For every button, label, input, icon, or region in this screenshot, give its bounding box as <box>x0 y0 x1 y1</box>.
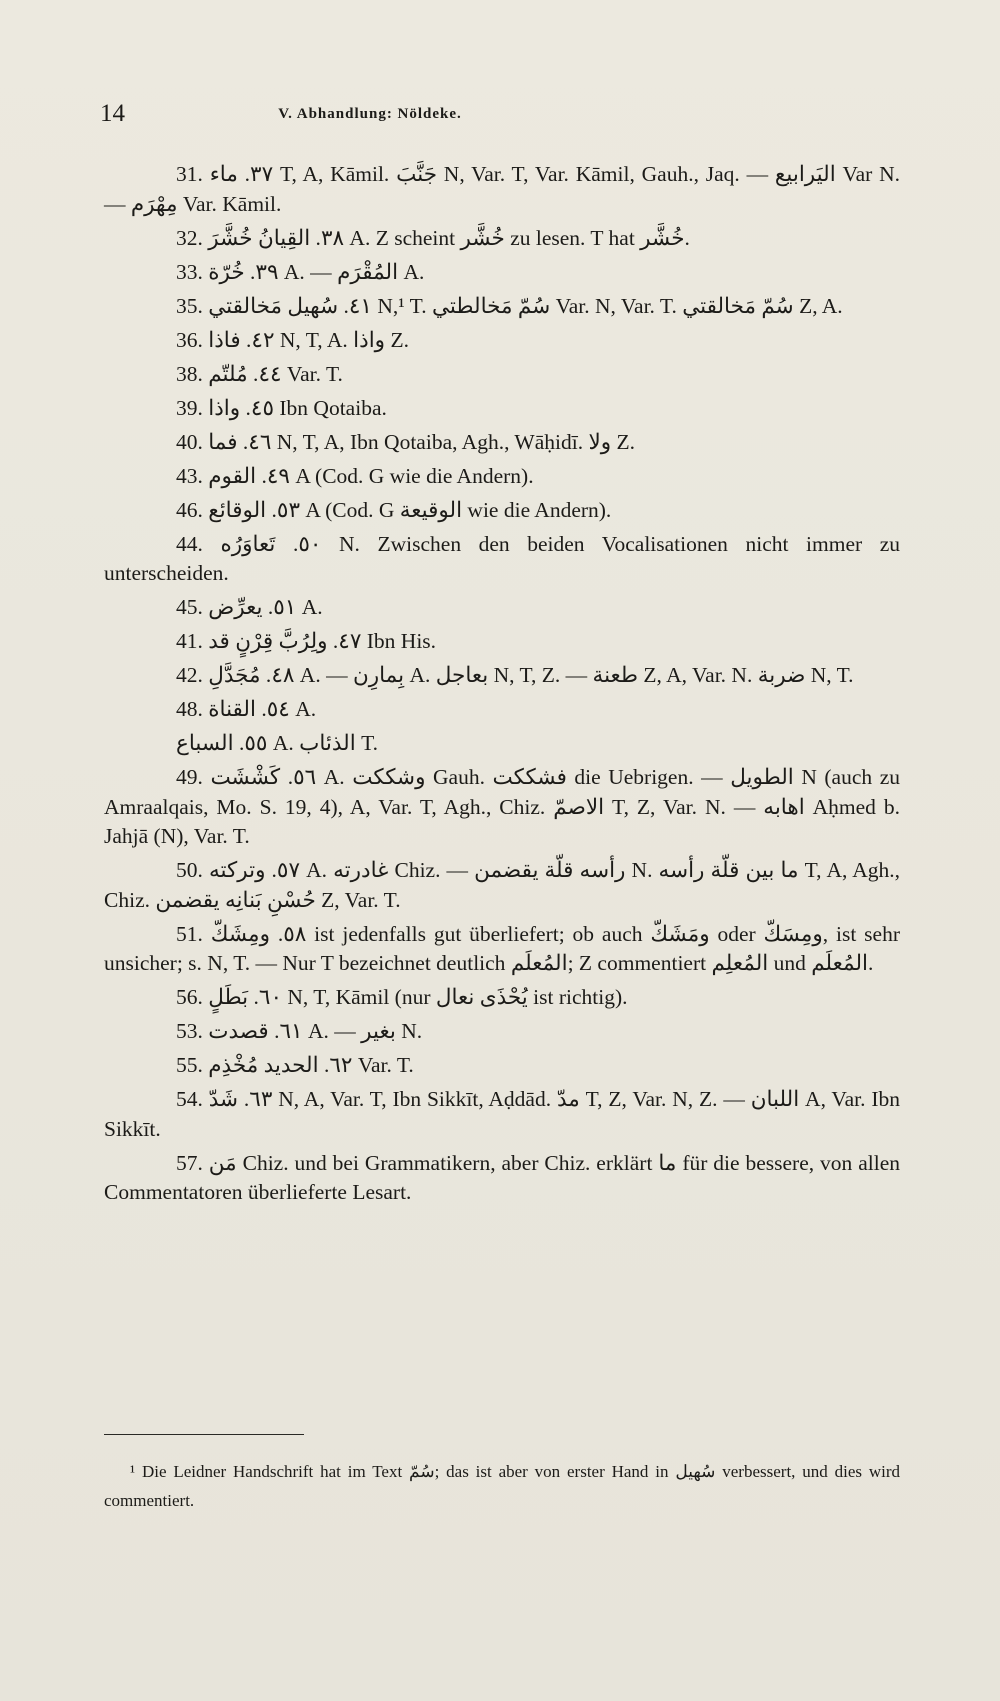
footnote <box>104 1457 900 1515</box>
entry-54: 54. ٦٣. شَدّ N, A, Var. T, Ibn Sikkīt, Aḍdād. مدّ T, Z, Var. N, Z. — اللبان A, Var. Ibn Sikkīt. <box>104 1087 900 1141</box>
running-head: V. Abhandlung: Nöldeke. <box>278 106 462 122</box>
page-header <box>100 100 900 130</box>
entry-49: 49. ٥٦. كَشْشَت A. وشككت Gauh. فشككت die Uebrigen. — الطويل N (auch zu Amraalqais, Mo. S. 19, 4), A, Var. T, Agh., Chiz. الاصمّ T, Z, Var. N. — اهابه Aḥmed b. Jahjā (N), Var. T. <box>104 765 901 848</box>
apparatus-body <box>104 160 900 1212</box>
entry-43: 43. ٤٩. القوم A (Cod. G wie die Andern). <box>176 463 534 488</box>
entry-42: 42. ٤٨. مُجَدَّلِ A. — بِمارِن A. بعاجل N, T, Z. — طعنة Z, A, Var. N. ضربة N, T. <box>176 663 854 687</box>
entry-57: 57. مَن Chiz. und bei Grammatikern, aber Chiz. erklärt ما für die bessere, von allen Commentatoren überlieferte Lesart. <box>104 1150 900 1204</box>
entry-45: 45. ٥١. يعرِّض A. <box>176 595 323 619</box>
entry-51: 51. ٥٨. ومِشَكّ ist jedenfalls gut überliefert; ob auch ومَشَكّ oder ومِسَكّ, ist sehr unsicher; s. N, T. — Nur T bezeichnet deutlich المُعلَم; Z commentiert المُعلِم und المُعلَم. <box>104 921 901 975</box>
footnote-rule <box>104 1434 304 1435</box>
entry-55: 55. ٦٢. الحديد مُخْذِم Var. T. <box>176 1053 414 1077</box>
entry-44: 44. ٥٠. تَعاوَرُه N. Zwischen den beiden Vocalisationen nicht immer zu unterscheiden. <box>104 531 901 585</box>
entry-31: 31. ٣٧. ماء T, A, Kāmil. جَنَّبَ N, Var. T, Var. Kāmil, Gauh., Jaq. — اليَرابيع Var N. — مِهْرَم Var. Kāmil. <box>104 162 901 216</box>
entry-56: 56. ٦٠. بَطَلٍ N, T, Kāmil (nur يُحْذَى نعال ist richtig). <box>176 985 628 1009</box>
footnote-text: ¹ Die Leidner Handschrift hat im Text سُمّ; das ist aber von erster Hand in سُهيل verbessert, und dies wird commentiert. <box>104 1462 900 1510</box>
entry-32: 32. ٣٨. القِيانُ خُشَّرَ A. Z scheint خُشَّر zu lesen. T hat خُشَّر. <box>176 225 690 250</box>
entry-50: 50. ٥٧. وتركته A. غادرته Chiz. — رأسه قلّة يقضمن N. ما بين قلّة رأسه T, A, Agh., Chiz. حُسْنِ بَنانِه يقضمن Z, Var. T. <box>104 858 901 912</box>
entry-46: 46. ٥٣. الوقائع A (Cod. G الوقيعة wie die Andern). <box>176 497 612 522</box>
entry-41: 41. ٤٧. ولِرُبَّ قِرْنٍ قد Ibn His. <box>176 629 437 653</box>
entry-40: 40. ٤٦. فما N, T, A, Ibn Qotaiba, Agh., Wāḥidī. ولا Z. <box>176 429 636 454</box>
page-number: 14 <box>100 100 125 127</box>
entry-38: 38. ٤٤. مُلتّم Var. T. <box>176 361 343 386</box>
entry-48: 48. ٥٤. القناة A. <box>176 697 317 721</box>
entry-35: 35. ٤١. سُهيل مَخالقتي N,¹ T. سُمّ مَخالطتي Var. N, Var. T. سُمّ مَخالقتي Z, A. <box>176 293 843 318</box>
entry-53: 53. ٦١. قصدت A. — بغير N. <box>176 1019 423 1043</box>
entry-39: 39. ٤٥. واذا Ibn Qotaiba. <box>176 395 387 420</box>
entry-36: 36. ٤٢. فاذا N, T, A. واذا Z. <box>176 327 409 352</box>
entry-55-arabic: ٥٥. السباع A. الذئاب T. <box>176 731 378 755</box>
entry-33: 33. ٣٩. خُرّة A. — المُقْرَم A. <box>176 259 425 284</box>
